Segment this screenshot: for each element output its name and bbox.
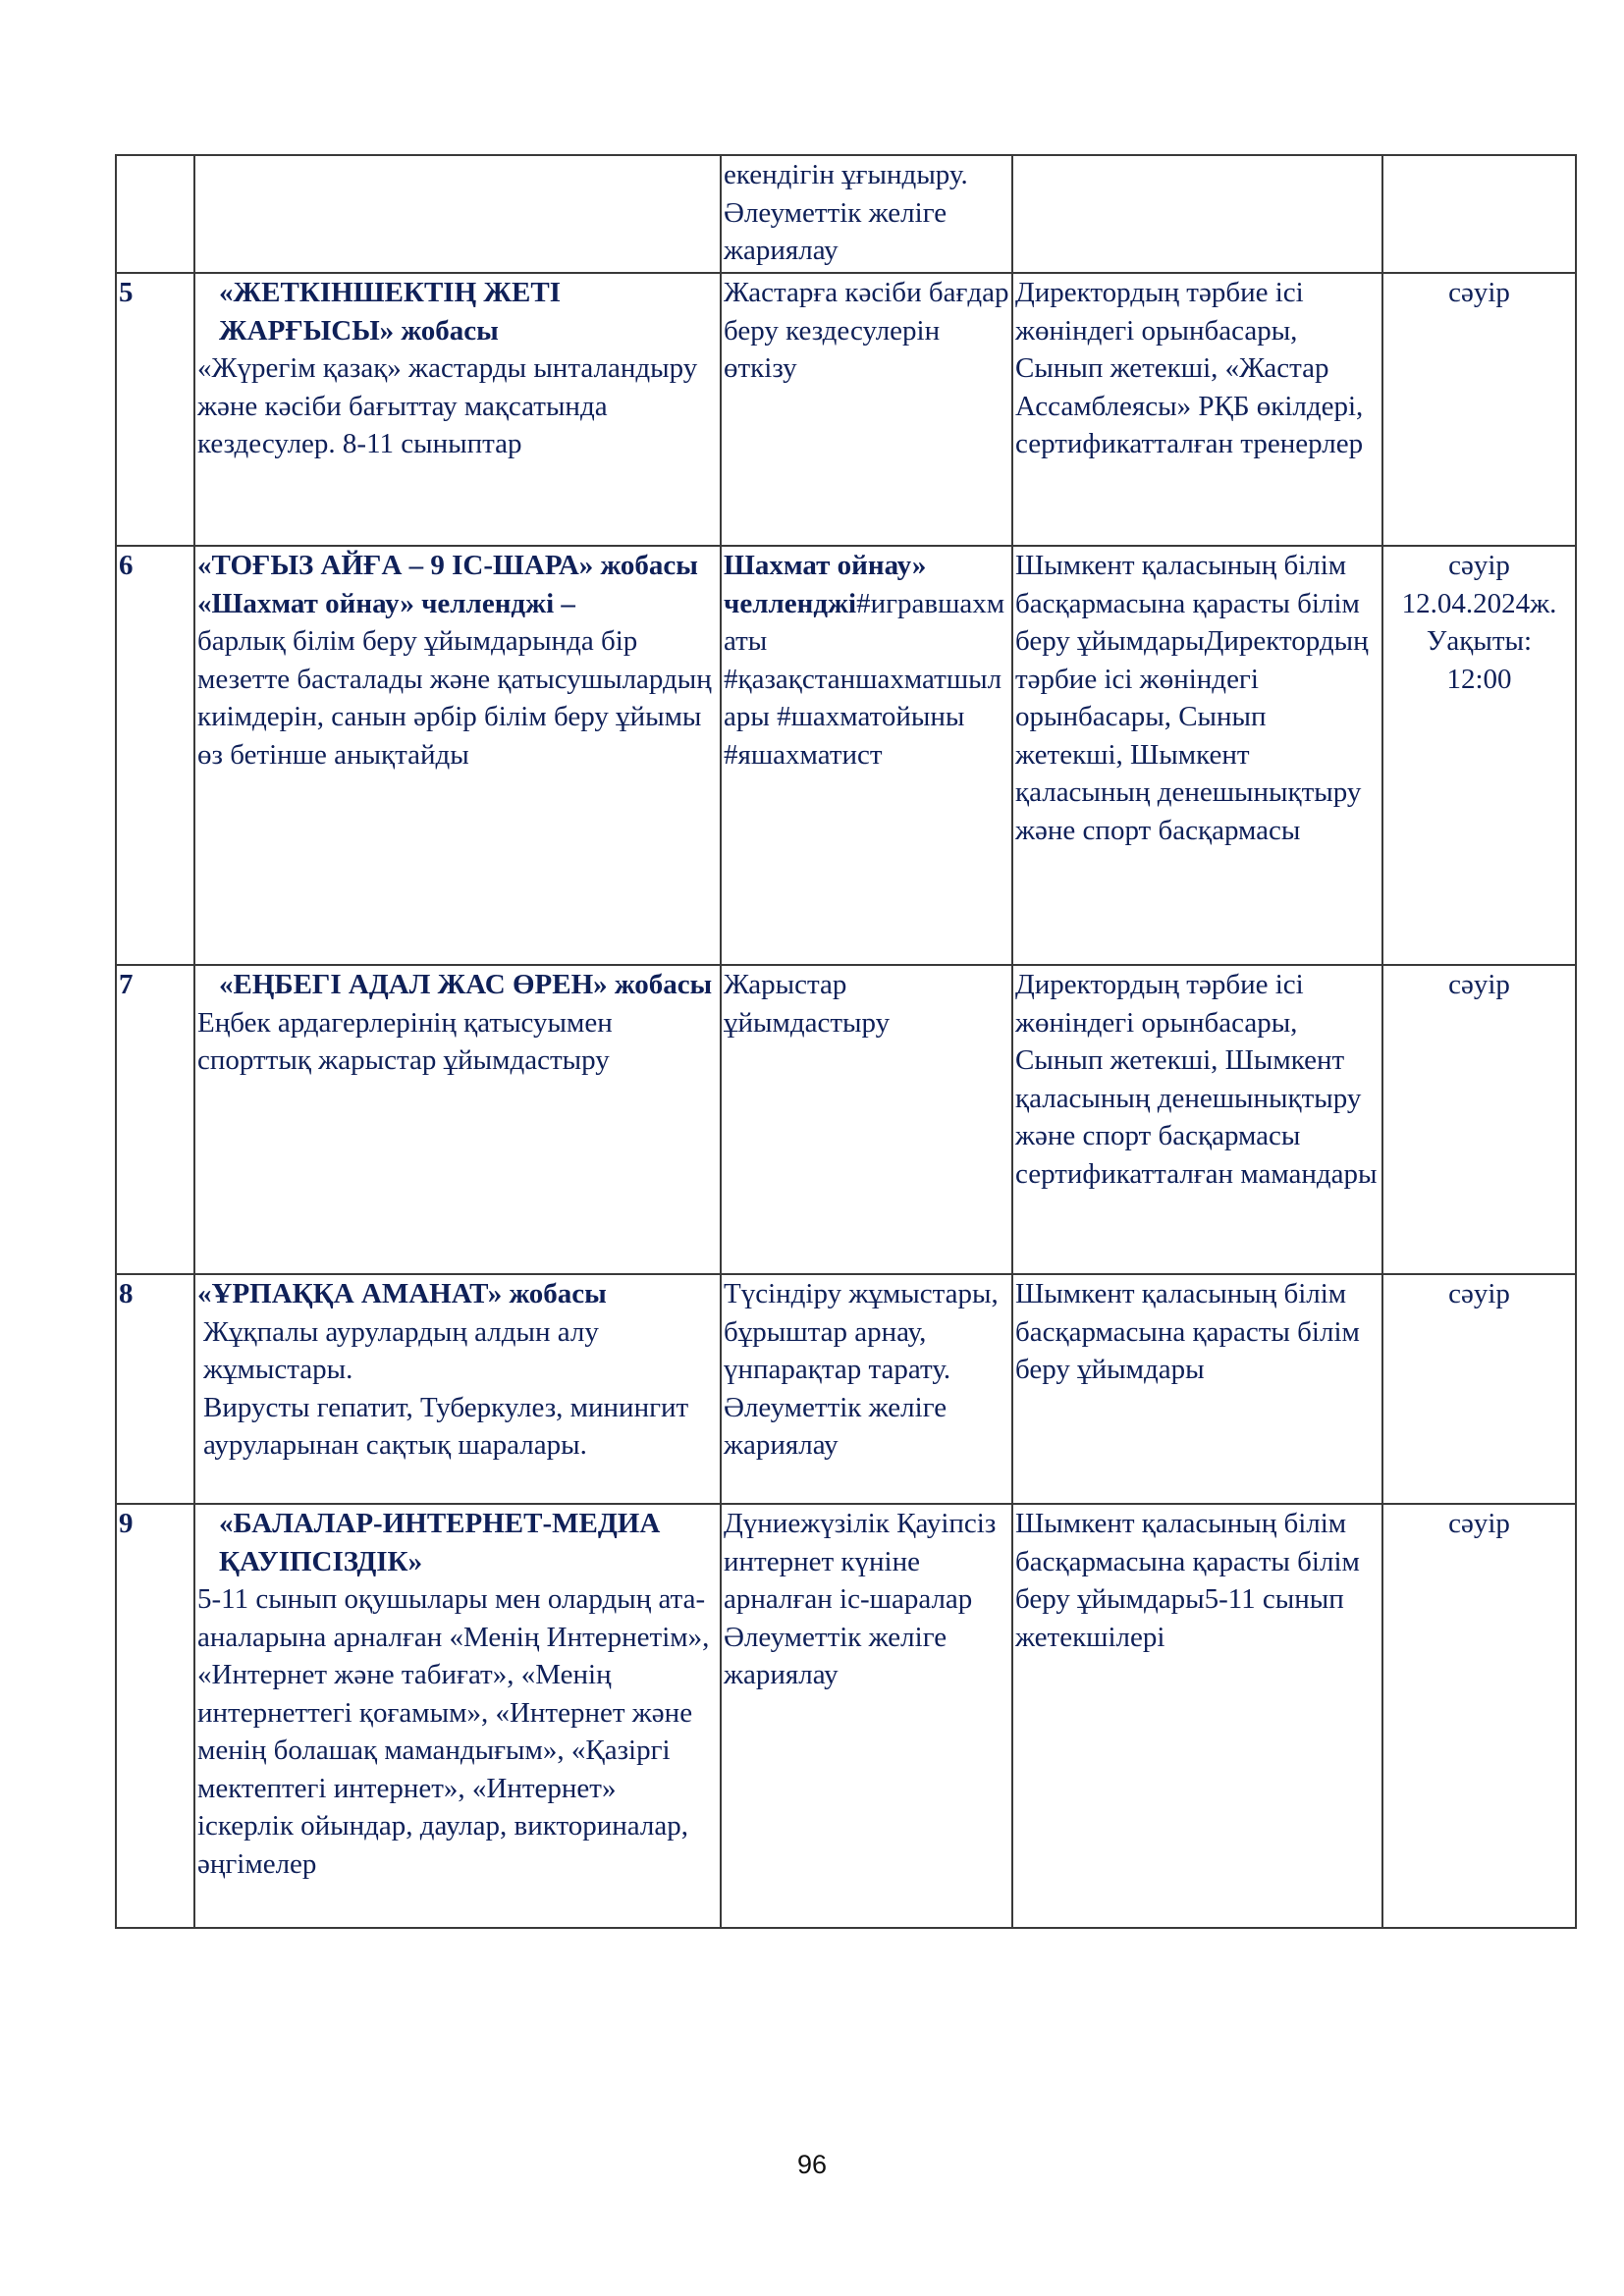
event-cell	[194, 1504, 721, 1928]
time-value: 12:00	[1446, 663, 1512, 695]
row-number-cell	[116, 155, 194, 273]
row-number-cell: 5	[116, 273, 194, 546]
responsible-cell: Директордың тәрбие ісі жөніндегі орынбасары, Сынып жетекші, «Жастар Ассамблеясы» РҚБ өкілдері, сертификатталған тренерлер	[1012, 273, 1382, 546]
events-plan-table	[115, 154, 1577, 1929]
date-cell	[1382, 546, 1576, 965]
event-cell	[194, 546, 721, 965]
event-description: Вирусты гепатит, Туберкулез, минингит ауруларынан сақтық шаралары.	[203, 1391, 689, 1461]
table-row	[116, 1504, 1576, 1928]
form-cell: екендігін ұғындыру. Әлеуметтік желіге жариялау	[721, 155, 1012, 273]
form-cell: Дүниежүзілік Қауіпсіз интернет күніне арналған іс-шаралар Әлеуметтік желіге жариялау	[721, 1504, 1012, 1928]
responsible-cell	[1012, 155, 1382, 273]
date-month: сәуір	[1448, 550, 1510, 581]
table-row	[116, 1274, 1576, 1504]
event-description: Еңбек ардагерлерінің қатысуымен спорттық жарыстар ұйымдастыру	[197, 1006, 613, 1076]
row-number-cell: 8	[116, 1274, 194, 1504]
table-row	[116, 273, 1576, 546]
date-cell: сәуір	[1382, 1504, 1576, 1928]
table-row	[116, 546, 1576, 965]
event-title: «ҰРПАҚҚА АМАНАТ» жобасы	[197, 1278, 607, 1309]
event-title: «ЖЕТКІНШЕКТІҢ ЖЕТІ ЖАРҒЫСЫ» жобасы	[219, 277, 562, 347]
date-cell	[1382, 155, 1576, 273]
event-title: «БАЛАЛАР-ИНТЕРНЕТ-МЕДИА ҚАУІПСІЗДІК»	[219, 1508, 661, 1577]
event-description: 5-11 сынып оқушылары мен олардың ата-аналарына арналған «Менің Интернетім», «Интернет және табиғат», «Менің интернеттегі қоғамым», «Интернет және менің болашақ мамандығым», «Қазіргі мектептегі интернет», «Интернет» іскерлік ойындар, даулар, викториналар, әңгімелер	[197, 1583, 710, 1880]
event-title: «ТОҒЫЗ АЙҒА – 9 ІС-ШАРА» жобасы	[197, 550, 698, 581]
table-row	[116, 155, 1576, 273]
responsible-cell: Шымкент қаласының білім басқармасына қарасты білім беру ұйымдары5-11 сынып жетекшілері	[1012, 1504, 1382, 1928]
date-cell: сәуір	[1382, 1274, 1576, 1504]
form-cell: Жастарға кәсіби бағдар беру кездесулерін өткізу	[721, 273, 1012, 546]
event-description: «Жүрегім қазақ» жастарды ынталандыру және кәсіби бағыттау мақсатында кездесулер. 8-11 сыныптар	[197, 352, 698, 459]
page-number: 96	[796, 2150, 828, 2179]
event-cell	[194, 965, 721, 1274]
event-cell	[194, 1274, 721, 1504]
date-day: 12.04.2024ж.	[1401, 587, 1557, 619]
form-hashtags: #игравшахматы #қазақстаншахматшылары #шахматойыны #яшахматист	[724, 587, 1005, 771]
event-subtitle: «Шахмат ойнау» челленджі –	[197, 587, 575, 619]
time-label: Уақыты:	[1426, 625, 1533, 657]
event-cell	[194, 155, 721, 273]
table-row	[116, 965, 1576, 1274]
form-cell	[721, 546, 1012, 965]
row-number-cell: 6	[116, 546, 194, 965]
responsible-cell: Шымкент қаласының білім басқармасына қарасты білім беру ұйымдарыДиректордың тәрбие ісі жөніндегі орынбасары, Сынып жетекші, Шымкент қаласының денешынықтыру және спорт басқармасы	[1012, 546, 1382, 965]
form-cell: Жарыстар ұйымдастыру	[721, 965, 1012, 1274]
responsible-cell: Директордың тәрбие ісі жөніндегі орынбасары, Сынып жетекші, Шымкент қаласының денешынықтыру және спорт басқармасы сертификатталған мамандары	[1012, 965, 1382, 1274]
date-cell: сәуір	[1382, 965, 1576, 1274]
event-title: «ЕҢБЕГІ АДАЛ ЖАС ӨРЕН» жобасы	[219, 969, 713, 1000]
responsible-cell: Шымкент қаласының білім басқармасына қарасты білім беру ұйымдары	[1012, 1274, 1382, 1504]
event-description: Жұқпалы аурулардың алдын алу жұмыстары.	[203, 1315, 599, 1385]
event-cell	[194, 273, 721, 546]
event-description: барлық білім беру ұйымдарында бір мезетте басталады және қатысушылардың киімдерін, санын әрбір білім беру ұйымы өз бетінше анықтайды	[197, 625, 712, 771]
form-cell: Түсіндіру жұмыстары, бұрыштар арнау, үнпарақтар тарату. Әлеуметтік желіге жариялау	[721, 1274, 1012, 1504]
row-number-cell: 9	[116, 1504, 194, 1928]
row-number-cell: 7	[116, 965, 194, 1274]
date-cell: сәуір	[1382, 273, 1576, 546]
form-title: Шахмат ойнау» челленджі	[724, 550, 927, 619]
